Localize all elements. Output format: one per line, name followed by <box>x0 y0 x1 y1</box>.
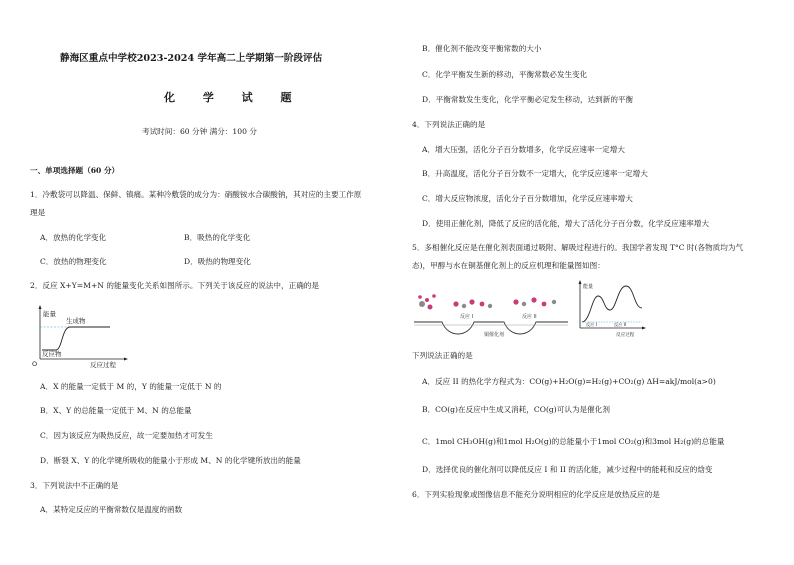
q2-graph-origin: O <box>32 360 38 368</box>
section-heading: 一、单项选择题（60 分） <box>30 166 120 175</box>
q2-option-b: B．X、Y 的总能量一定低于 M、N 的总能量 <box>40 406 192 415</box>
exam-school-title: 静海区重点中学校2023-2024 学年高二上学期第一阶段评估 <box>60 53 323 64</box>
q2-graph-xlabel: 反应过程 <box>90 361 116 369</box>
q1-stem-line2: 理是 <box>30 208 46 217</box>
q2-option-c: C．因为该反应为吸热反应，故一定要加热才可发生 <box>40 431 213 440</box>
q3-stem: 3．下列说法中不正确的是 <box>30 481 119 490</box>
q2-option-a: A．X 的能量一定低于 M 的，Y 的能量一定低于 N 的 <box>40 382 222 391</box>
molecule-group-3 <box>513 297 556 306</box>
q4-option-b: B．升高温度，活化分子百分数不一定增大，化学反应速率一定增大 <box>422 169 648 178</box>
q2-option-d: D．断裂 X、Y 的化学键所吸收的能量小于形成 M、N 的化学键所放出的能量 <box>40 456 301 465</box>
q5-option-d: D．选择优良的催化剂可以降低反应 I 和 II 的活化能，减少过程中的能耗和反应的焓变 <box>422 465 713 474</box>
q5-mechanism-figure <box>412 282 572 342</box>
q4-option-c: C．增大反应物浓度，活化分子百分数增加，化学反应速率增大 <box>422 194 633 203</box>
q2-graph-ylabel: 能量 <box>43 310 56 318</box>
q5-option-b: B．CO(g)在反应中生成又消耗，CO(g)可认为是催化剂 <box>422 405 610 414</box>
q3-option-d: D．平衡常数发生变化，化学平衡必定发生移动，达到新的平衡 <box>422 95 634 104</box>
q5-option-c: C．1mol CH₃OH(g)和1mol H₂O(g)的总能量小于1mol CO₂(g)和3mol H₂(g)的总能量 <box>422 437 725 446</box>
energy-profile-xlabel: 反应过程 <box>616 333 635 338</box>
exam-info: 考试时间：60 分钟 满分：100 分 <box>142 127 257 136</box>
fig-reaction-2-label: 反应 II <box>522 314 537 320</box>
q1-option-b: B．吸热的化学变化 <box>184 233 251 242</box>
energy-profile-r1: 反应 I <box>586 322 597 327</box>
q2-graph-reactant-label: 反应物 <box>42 350 62 358</box>
q5-energy-profile <box>576 278 648 340</box>
q3-option-c: C．化学平衡发生新的移动，平衡常数必发生变化 <box>422 70 588 79</box>
q3-option-b: B．催化剂不能改变平衡常数的大小 <box>422 44 542 53</box>
q2-energy-diagram <box>30 303 130 369</box>
q2-stem: 2．反应 X+Y=M+N 的能量变化关系如图所示。下列关于该反应的说法中，正确的是 <box>30 281 319 290</box>
molecule-group-2 <box>453 299 492 308</box>
q4-option-d: D．使用正催化剂，降低了反应的活化能，增大了活化分子百分数，化学反应速率增大 <box>422 219 710 228</box>
q5-option-a: A．反应 II 的热化学方程式为：CO(g)+H₂O(g)=H₂(g)+CO₂(g) ΔH=akJ/mol(a>0) <box>422 377 716 386</box>
q3-option-a: A．某特定反应的平衡常数仅是温度的函数 <box>40 505 183 514</box>
exam-subject-title: 化 学 试 题 <box>164 91 304 104</box>
q2-graph-product-label: 生成物 <box>66 317 86 325</box>
fig-catalyst-label: 铜催化剂 <box>484 332 505 338</box>
energy-profile-r2: 反应 II <box>614 322 627 327</box>
q1-option-a: A．放热的化学变化 <box>40 233 107 242</box>
q5-stem-line1: 5．多相催化反应是在催化剂表面通过吸附、解吸过程进行的。我国学者发现 T°C 时(各物质均为气 <box>412 243 744 252</box>
q4-stem: 4．下列说法正确的是 <box>412 120 486 129</box>
q5-ask: 下列说法正确的是 <box>412 351 473 360</box>
fig-reaction-1-label: 反应 I <box>460 314 474 320</box>
q1-option-d: D．吸热的物理变化 <box>184 257 251 266</box>
q1-option-c: C．放热的物理变化 <box>40 257 107 266</box>
q6-stem: 6．下列实验现象或图像信息不能充分说明相应的化学反应是放热反应的是 <box>412 490 660 499</box>
q5-stem-line2: 态)，甲醇与水在铜基催化剂上的反应机理和能量图如图： <box>412 261 605 270</box>
q1-stem-line1: 1．冷敷袋可以降温、保鲜、镇痛。某种冷敷袋的成分为：硝酸铵水合碳酸钠，其对应的主要工作原 <box>30 190 362 199</box>
q4-option-a: A．增大压强，活化分子百分数增多，化学反应速率一定增大 <box>422 145 625 154</box>
molecule-group-1 <box>418 294 436 309</box>
energy-profile-ylabel: 能量 <box>583 284 594 290</box>
